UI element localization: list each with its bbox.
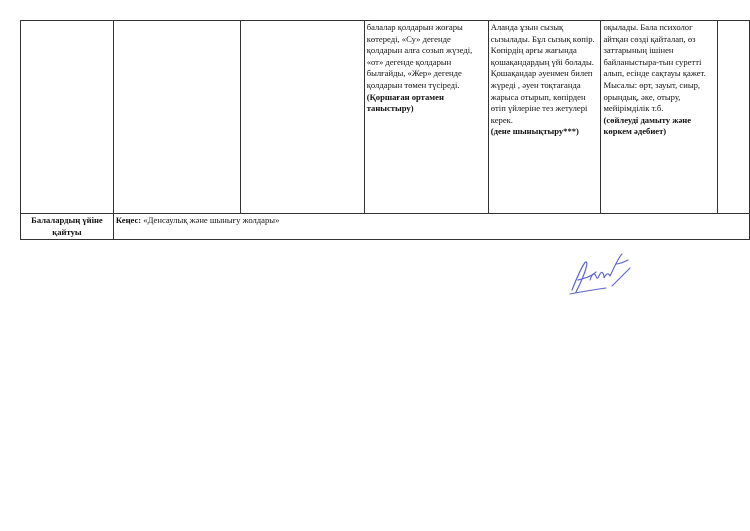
advice-text: «Денсаулық және шынығу жолдары» (141, 215, 280, 225)
signature-image (566, 250, 636, 302)
going-home-label: Балалардың үйіне қайтуы (21, 214, 114, 240)
activity-row (21, 21, 750, 214)
cell-speech-activity (601, 21, 718, 214)
schedule-table (20, 20, 750, 240)
advice-label: Кеңес: (115, 215, 142, 225)
cell-physical-activity (488, 21, 601, 214)
speech-activity-text: оқылады. Бала психолог айтқан сөзді қайталап, өз заттарының ішінен байланыстыра-тын суретті алып, есінде сақтауы қажет. Мысалы: өрт, зауыт, сиыр, орындық, әке, отыру, мейірімділік т.б. (603, 22, 706, 114)
environment-activity-text: балалар қолдарын жоғары көтереді, «Су» дегенде қолдарын алға созып жүзеді, «от» дегенде қолдарын былғайды, «Жер» дегенде қолдарын төмен түсіреді. (366, 22, 473, 90)
physical-activity-text: Аланда ұзын сызық сызылады. Бұл сызық көпір. Көпірдің арғы жағында қошақандардың үйі болады. Қошақандар әуенмен билеп жүреді , әуен тоқтағанда жарыса отырып, көпірден өтіп үйлеріне тез жетулері керек. (490, 22, 595, 125)
advice-cell (113, 214, 749, 240)
physical-subject-label: (дене шынықтыру***) (490, 126, 579, 137)
speech-subject-label: (сөйлеуді дамыту және көркем әдебиет) (603, 114, 692, 137)
cell-environment-activity (364, 21, 488, 214)
going-home-row (21, 214, 750, 240)
cell-empty-2 (113, 21, 240, 214)
cell-empty-7 (718, 21, 750, 214)
cell-empty-3 (241, 21, 365, 214)
environment-subject-label: (Қоршаған ортамен таныстыру) (366, 91, 444, 114)
cell-empty-1 (21, 21, 114, 214)
